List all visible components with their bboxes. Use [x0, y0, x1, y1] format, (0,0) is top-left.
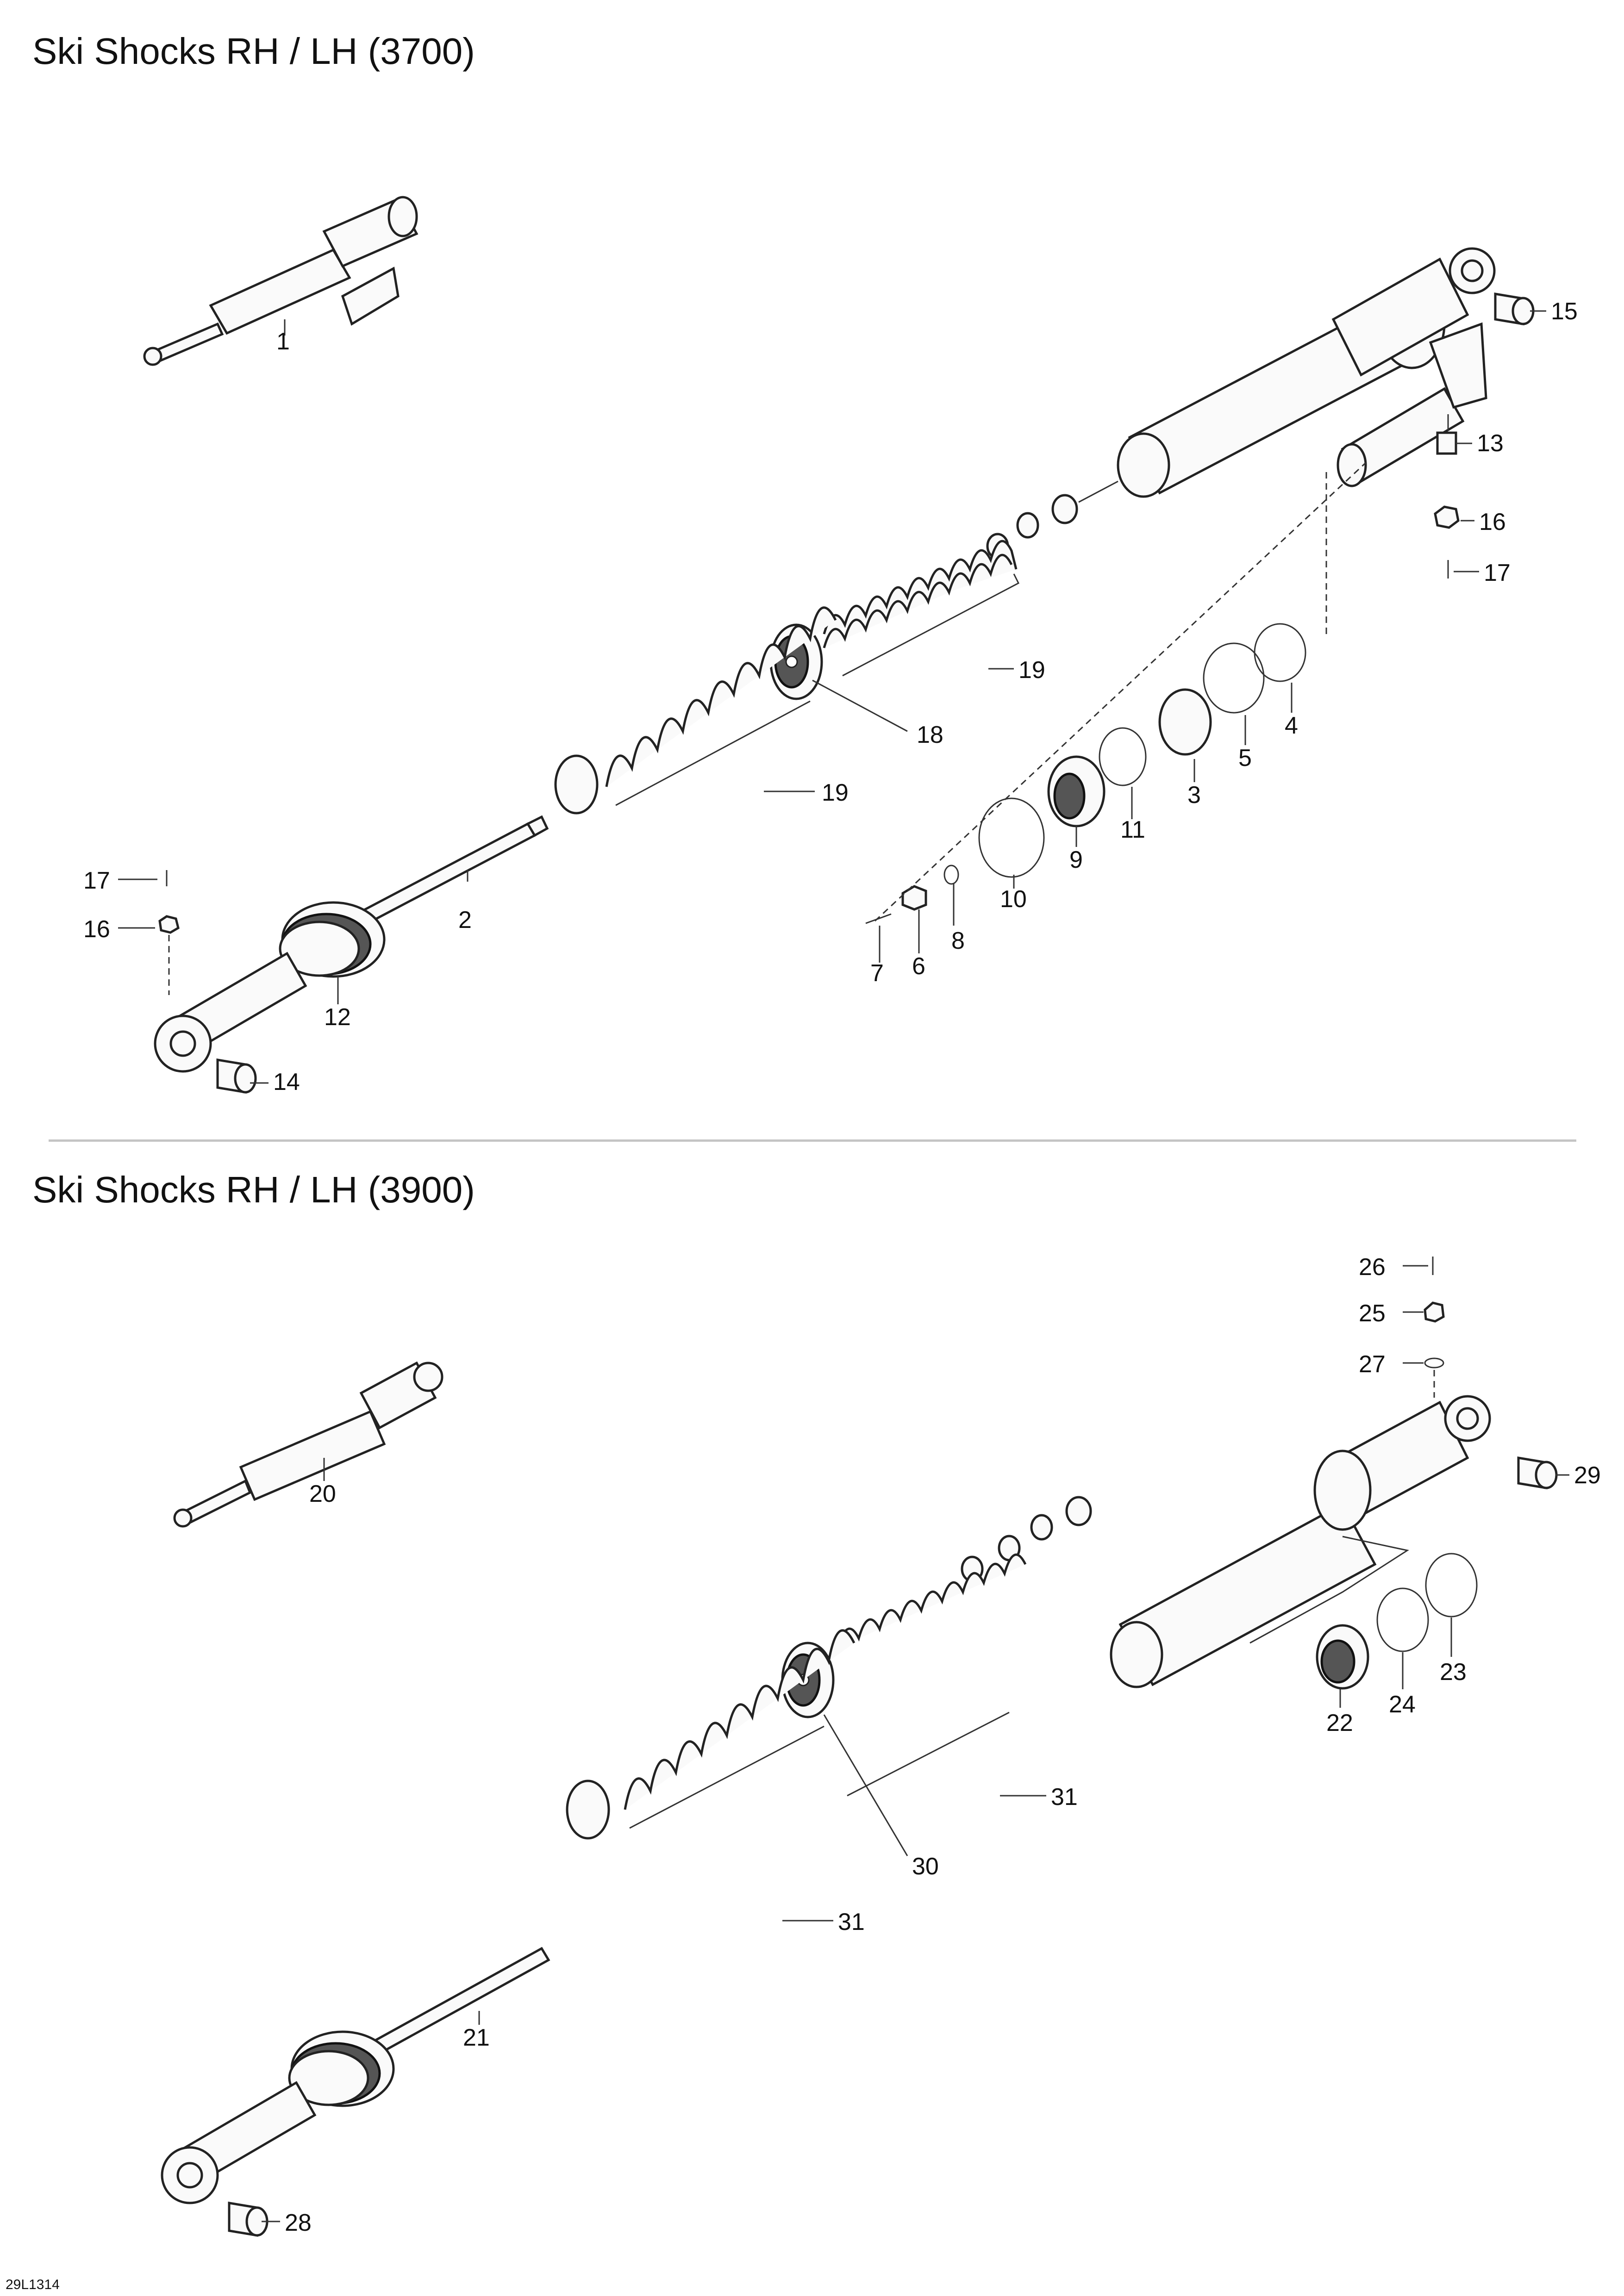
callout-24: 24 [1389, 1691, 1416, 1718]
callout-18: 18 [917, 722, 943, 748]
callout-6: 6 [912, 953, 925, 980]
shock-assembly-small-3900 [175, 1363, 442, 1526]
nuts-washers-3900 [962, 1497, 1091, 1581]
washer-3900 [567, 1781, 609, 1838]
callout-2: 2 [458, 907, 472, 933]
callout-12: 12 [324, 1004, 351, 1031]
callout-1: 1 [276, 328, 290, 355]
callout-16-left: 16 [83, 916, 110, 943]
callouts-3900 [285, 1254, 1601, 2236]
callout-25: 25 [1359, 1300, 1386, 1327]
callout-21: 21 [463, 2024, 490, 2051]
section-title-3900: Ski Shocks RH / LH (3900) [32, 1169, 475, 1210]
spring-upper-3700 [824, 541, 1016, 648]
callout-8: 8 [951, 927, 965, 954]
callout-9: 9 [1069, 846, 1083, 873]
reservoir-parts-3700 [866, 463, 1366, 923]
section-title-3700: Ski Shocks RH / LH (3700) [32, 31, 475, 72]
callout-30: 30 [912, 1853, 939, 1880]
callout-17-left: 17 [83, 867, 110, 894]
callout-4: 4 [1285, 712, 1298, 739]
callout-23: 23 [1440, 1659, 1467, 1686]
bushing-28 [229, 2203, 267, 2235]
shock-body-3700 [1118, 249, 1494, 497]
callout-19-lower: 19 [822, 779, 849, 806]
bushing-15 [1495, 294, 1533, 324]
bracket-31-upper [847, 1712, 1009, 1796]
piston-collar-3700 [155, 902, 384, 1071]
callout-20: 20 [309, 1481, 336, 1507]
callout-27: 27 [1359, 1351, 1386, 1378]
callouts-3700 [83, 298, 1578, 1095]
callout-14: 14 [273, 1069, 300, 1095]
callout-5: 5 [1238, 745, 1252, 772]
washer-3700 [556, 756, 597, 813]
callout-31-lower: 31 [838, 1909, 865, 1935]
callout-22: 22 [1326, 1710, 1353, 1736]
leader-lines-3900 [262, 1266, 1569, 2221]
callout-19-upper: 19 [1018, 657, 1045, 684]
figure-id: 29L1314 [6, 2277, 60, 2292]
callout-13: 13 [1477, 430, 1504, 457]
callout-10: 10 [1000, 886, 1027, 913]
callout-31-upper: 31 [1051, 1784, 1078, 1811]
callout-29: 29 [1574, 1462, 1601, 1489]
shaft-3900 [366, 1948, 549, 2057]
shock-body-3900 [1111, 1396, 1490, 1687]
callout-3: 3 [1187, 782, 1201, 809]
bushing-14 [218, 1060, 256, 1092]
spring-lower-3900 [625, 1630, 854, 1810]
piston-collar-3900 [162, 2032, 394, 2203]
callout-16-right: 16 [1479, 509, 1506, 535]
hardware-top-right-3900 [1425, 1257, 1443, 1398]
hardware-left-3700 [160, 870, 178, 995]
spring-upper-3900 [838, 1555, 1025, 1648]
callout-17-right: 17 [1484, 560, 1511, 586]
callout-28: 28 [285, 2209, 312, 2236]
callout-15: 15 [1551, 298, 1578, 325]
bushing-29 [1518, 1458, 1556, 1488]
callout-26: 26 [1359, 1254, 1386, 1281]
shaft-3700 [352, 817, 547, 928]
callout-11: 11 [1120, 816, 1145, 843]
callout-7: 7 [870, 960, 884, 987]
hardware-top-right-3700 [1435, 414, 1458, 579]
